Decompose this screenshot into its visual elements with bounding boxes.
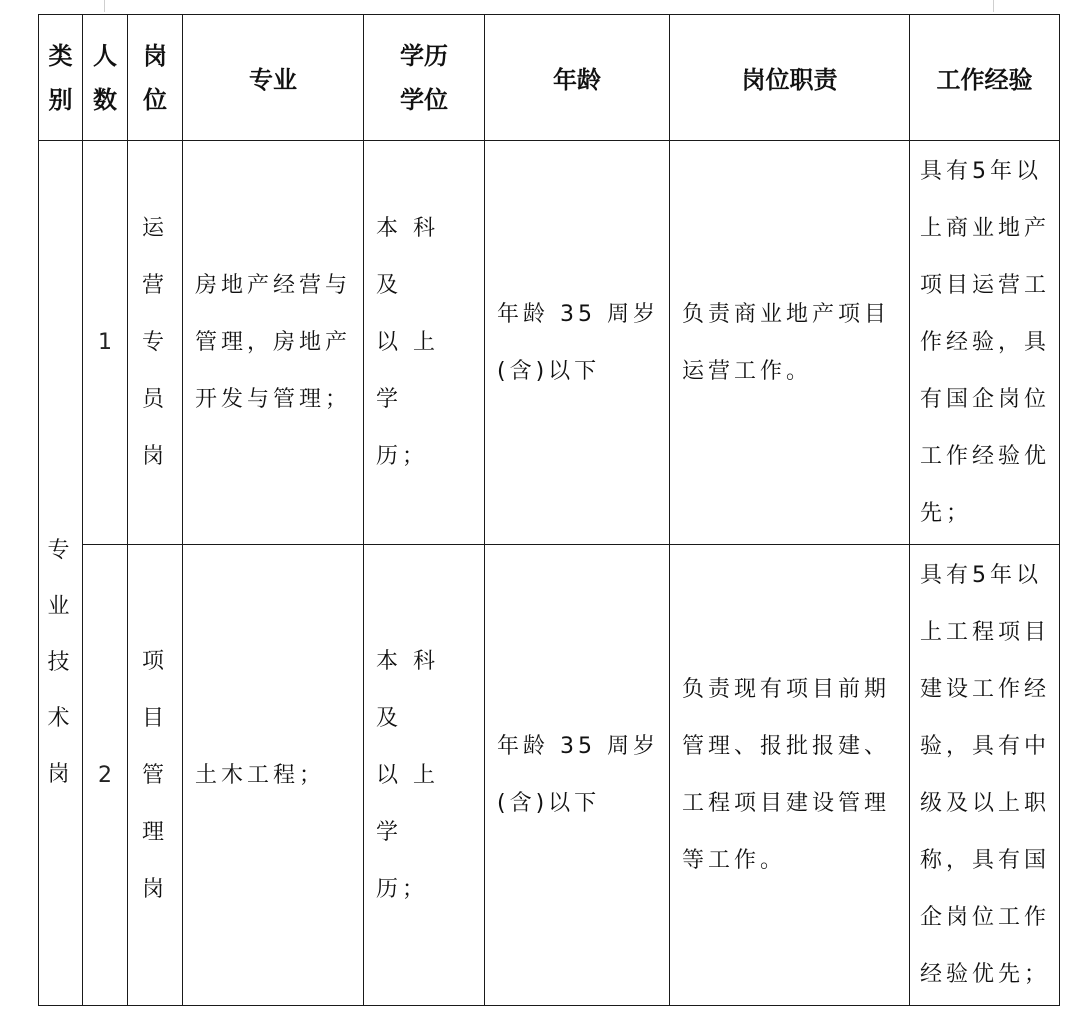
age-line: 年龄 35 周岁 — [497, 734, 659, 759]
duties-line: 等工作。 — [682, 848, 787, 873]
page-edge-mark-left — [104, 0, 105, 12]
experience-line: 项目运营工 — [920, 273, 1051, 298]
education-line: 历； — [376, 876, 429, 902]
experience-line: 建设工作经 — [920, 677, 1051, 702]
position-char: 岗 — [141, 444, 168, 469]
position-char: 运 — [141, 216, 168, 241]
header-age: 年龄 — [485, 15, 670, 141]
header-major: 专业 — [183, 15, 364, 141]
position-char: 项 — [141, 648, 168, 674]
position-cell — [128, 545, 183, 1006]
duties-line: 负责现有项目前期 — [682, 677, 891, 702]
education-line: 以 上 学 — [376, 762, 439, 845]
major-line: 房地产经营与 — [195, 273, 352, 298]
header-count-char: 人 — [93, 41, 117, 70]
education-line: 本 科 及 — [376, 648, 439, 731]
position-char: 管 — [141, 762, 168, 788]
experience-line: 上商业地产 — [920, 216, 1051, 241]
category-char: 专 — [47, 538, 74, 563]
experience-cell — [910, 545, 1060, 1006]
header-category — [39, 15, 83, 141]
experience-line: 具有5年以 — [920, 159, 1042, 184]
education-cell — [364, 141, 485, 545]
experience-line: 作经验，具 — [920, 330, 1051, 355]
age-cell — [485, 545, 670, 1006]
header-count — [83, 15, 128, 141]
experience-line: 有国企岗位 — [920, 387, 1051, 412]
major-line: 开发与管理； — [195, 387, 352, 412]
header-row — [39, 15, 1060, 141]
header-category-char: 别 — [48, 85, 73, 114]
experience-line: 上工程项目 — [920, 620, 1051, 645]
experience-line: 工作经验优 — [920, 444, 1051, 469]
header-education-line: 学位 — [400, 85, 448, 114]
category-cell — [39, 141, 83, 1006]
experience-line: 企岗位工作 — [920, 905, 1051, 930]
experience-line: 经验优先； — [920, 962, 1051, 987]
education-line: 历； — [376, 444, 429, 469]
experience-line: 具有5年以 — [920, 563, 1042, 588]
age-line: (含)以下 — [497, 358, 601, 384]
position-char: 理 — [141, 819, 168, 845]
position-char: 目 — [141, 705, 168, 731]
age-cell — [485, 141, 670, 545]
major-line: 管理，房地产 — [195, 330, 352, 355]
table-row — [39, 545, 1060, 1006]
position-cell — [128, 141, 183, 545]
education-line: 以 上 学 — [376, 330, 439, 412]
category-char: 业 — [47, 594, 74, 619]
category-char: 岗 — [47, 762, 74, 787]
category-char: 术 — [47, 706, 74, 731]
header-position-char: 岗 — [143, 41, 167, 70]
experience-cell — [910, 141, 1060, 545]
duties-line: 负责商业地产项目 — [682, 301, 891, 327]
age-line: (含)以下 — [497, 791, 601, 816]
education-line: 本 科 及 — [376, 216, 439, 298]
position-char: 营 — [141, 273, 168, 298]
header-duties: 岗位职责 — [670, 15, 910, 141]
major-line: 土木工程； — [195, 762, 326, 788]
experience-line: 验，具有中 — [920, 734, 1051, 759]
position-char: 专 — [141, 330, 168, 355]
experience-line: 先； — [920, 501, 973, 526]
header-category-char: 类 — [48, 41, 73, 70]
major-cell — [183, 545, 364, 1006]
table-row — [39, 141, 1060, 545]
duties-cell — [670, 545, 910, 1006]
duties-line: 运营工作。 — [682, 358, 813, 384]
count-cell: 2 — [83, 545, 128, 1006]
duties-line: 工程项目建设管理 — [682, 791, 891, 816]
category-char: 技 — [47, 650, 74, 675]
page-edge-mark-right — [993, 0, 994, 12]
header-experience: 工作经验 — [910, 15, 1060, 141]
age-line: 年龄 35 周岁 — [497, 301, 659, 327]
position-char: 岗 — [141, 876, 168, 902]
header-count-char: 数 — [93, 85, 117, 114]
experience-line: 称，具有国 — [920, 848, 1051, 873]
major-cell — [183, 141, 364, 545]
header-position — [128, 15, 183, 141]
header-position-char: 位 — [143, 85, 167, 114]
count-cell: 1 — [83, 141, 128, 545]
header-education — [364, 15, 485, 141]
experience-line: 级及以上职 — [920, 791, 1051, 816]
recruitment-table — [38, 14, 1060, 1006]
duties-line: 管理、报批报建、 — [682, 734, 891, 759]
education-cell — [364, 545, 485, 1006]
header-education-line: 学历 — [400, 41, 448, 70]
position-char: 员 — [141, 387, 168, 412]
duties-cell — [670, 141, 910, 545]
